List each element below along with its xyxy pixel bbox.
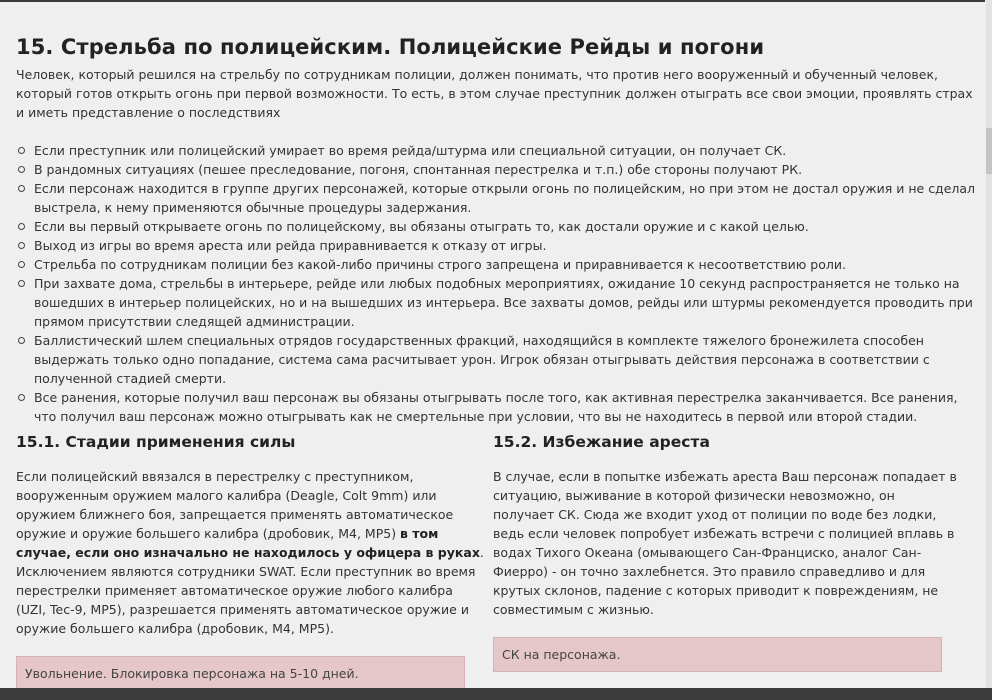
rule-item: Если персонаж находится в группе других персонажей, которые открыли огонь по полицейским, но при этом не достал оружия и не сделал выстрела, к нему применяются обычные процедуры задержания.	[34, 181, 976, 215]
section-title: 15. Стрельба по полицейским. Полицейские Рейды и погони	[16, 35, 765, 59]
subsection-text: В случае, если в попытке избежать ареста Ваш персонаж попадает в ситуацию, выживание в которой физически невозможно, он получает СК. Сюда же входит уход от полиции по воде без лодки, ведь если человек попробует избежать встречи с полицией вплавь в водах Тихого Океана (омывающего Сан-Франциско, аналог Сан-Фиерро) - он точно захлебнется. Это правило справедливо и для крутых склонов, падение с которых приводит к повреждениям, не совместимым с жизнью.	[493, 469, 957, 617]
penalty-box: Увольнение. Блокировка персонажа на 5-10 дней.	[16, 656, 465, 692]
rule-item: Баллистический шлем специальных отрядов государственных фракций, находящийся в комплекте тяжелого бронежилета способен выдержать только одно попадание, система сама расчитывает урон. Игрок обязан отыгрывать действия персонажа в соответствии с полученной стадией смерти.	[34, 331, 976, 388]
top-border	[0, 0, 985, 2]
section-lead: Человек, который решился на стрельбу по сотрудникам полиции, должен понимать, что против него вооруженный и обученный человек, который готов открыть огонь при первой возможности. То есть, в этом случае преступник должен отыграть все свои эмоции, проявлять страх и иметь представление о последствиях	[16, 67, 973, 120]
scrollbar-track[interactable]	[986, 0, 992, 688]
text-part: . Исключением являются сотрудники SWAT. Если преступник во время перестрелки применяет автоматическое оружие любого калибра (UZI, Tec-9, MP5), разрешается применять автоматическое оружие и оружие большего калибра (дробовик, M4, MP5).	[16, 545, 484, 636]
scrollbar-thumb[interactable]	[986, 128, 992, 174]
rule-item: Если преступник или полицейский умирает во время рейда/штурма или специальной ситуации, он получает СК.	[34, 141, 976, 160]
rule-item: Все ранения, которые получил ваш персонаж вы обязаны отыгрывать после того, как активная перестрелка заканчивается. Все ранения, что получил ваш персонаж можно отыгрывать как не смертельные при условии, что вы не находитесь в первой или второй стадии.	[34, 388, 976, 426]
subsection-title: 15.2. Избежание ареста	[493, 433, 710, 451]
rule-item: Если вы первый открываете огонь по полицейскому, вы обязаны отыграть то, как достали оружие и с какой целью.	[34, 217, 976, 236]
penalty-box: СК на персонажа.	[493, 637, 942, 672]
subsection-arrest-evasion	[493, 432, 958, 672]
rules-list	[16, 141, 976, 426]
bottom-bar	[0, 688, 992, 700]
subsection-title: 15.1. Стадии применения силы	[16, 433, 296, 451]
rule-item: Стрельба по сотрудникам полиции без какой-либо причины строго запрещена и приравнивается к несоответствию роли.	[34, 255, 976, 274]
rule-item: Выход из игры во время ареста или рейда приравнивается к отказу от игры.	[34, 236, 976, 255]
subsection-force-stages	[16, 432, 486, 692]
text-bold: в том случае, если оно изначально не находилось у офицера в руках	[16, 526, 480, 560]
text-part: Если полицейский ввязался в перестрелку с преступником, вооруженным оружием малого калибра (Deagle, Colt 9mm) или оружием ближнего боя, запрещается применять автоматическое оружие и оружие большего калибра (дробовик, M4, MP5)	[16, 469, 454, 541]
rule-item: При захвате дома, стрельбы в интерьере, рейде или любых подобных мероприятиях, ожидание 10 секунд распространяется не только на вошедших в интерьер полицейских, но и на вышедших из интерьера. Все захваты домов, рейды или штурмы рекомендуется проводить при прямом присутствии следящей администрации.	[34, 274, 976, 331]
subsections	[16, 432, 976, 681]
rule-item: В рандомных ситуациях (пешее преследование, погоня, спонтанная перестрелка и т.п.) обе стороны получают РК.	[34, 160, 976, 179]
subsection-text	[16, 467, 486, 638]
rules-section	[16, 34, 976, 426]
